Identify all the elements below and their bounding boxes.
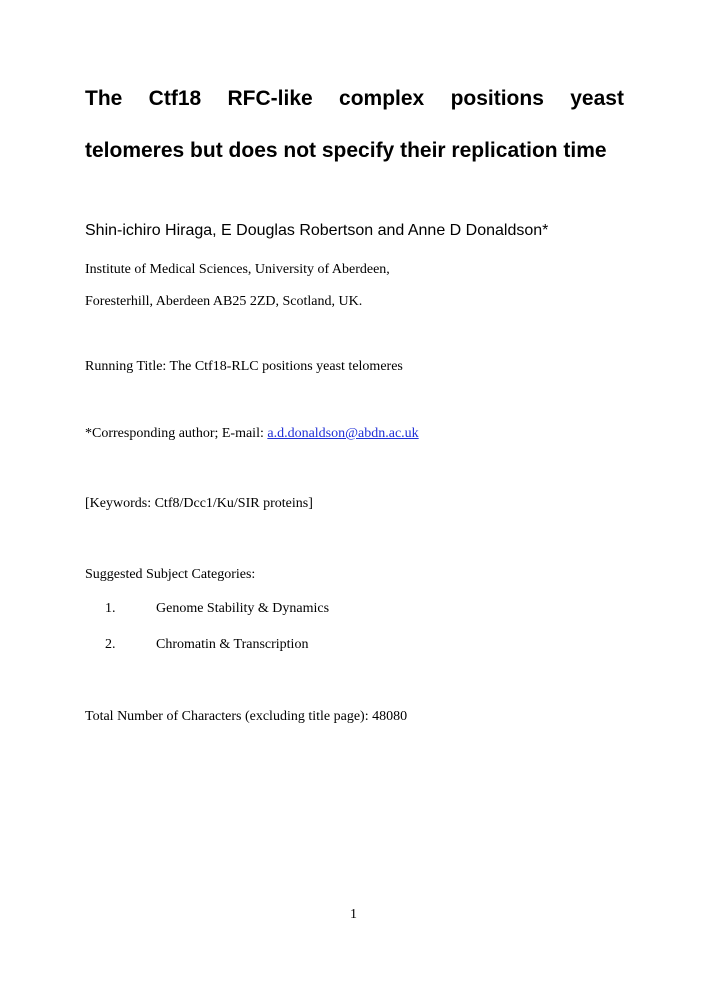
affiliation-line-2: Foresterhill, Aberdeen AB25 2ZD, Scotland, UK.	[85, 294, 363, 309]
running-title: Running Title: The Ctf18-RLC positions yeast telomeres	[85, 359, 403, 374]
corresponding-label: *Corresponding author; E-mail:	[85, 426, 268, 441]
email-link[interactable]: a.d.donaldson@abdn.ac.uk	[267, 426, 419, 441]
list-item-number: 1.	[105, 601, 116, 616]
list-item-text: Genome Stability & Dynamics	[156, 601, 330, 616]
title-word: positions	[450, 87, 544, 110]
corresponding-author	[85, 425, 419, 443]
title-word: complex	[339, 87, 425, 110]
paper-title-line-2: telomeres but does not specify their replication time	[85, 139, 607, 162]
keywords: [Keywords: Ctf8/Dcc1/Ku/SIR proteins]	[85, 496, 313, 511]
title-word: yeast	[570, 87, 624, 110]
subject-categories-heading: Suggested Subject Categories:	[85, 567, 256, 582]
title-word: Ctf18	[148, 87, 202, 110]
page-number: 1	[350, 907, 357, 922]
paper-title-line-1	[85, 87, 624, 111]
character-count: Total Number of Characters (excluding title page): 48080	[85, 709, 408, 724]
title-word: The	[85, 87, 123, 110]
list-item-number: 2.	[105, 637, 116, 652]
affiliation-line-1: Institute of Medical Sciences, University of Aberdeen,	[85, 262, 390, 277]
list-item-text: Chromatin & Transcription	[156, 637, 309, 652]
title-word: RFC-like	[227, 87, 313, 110]
author-list: Shin-ichiro Hiraga, E Douglas Robertson and Anne D Donaldson*	[85, 222, 549, 239]
